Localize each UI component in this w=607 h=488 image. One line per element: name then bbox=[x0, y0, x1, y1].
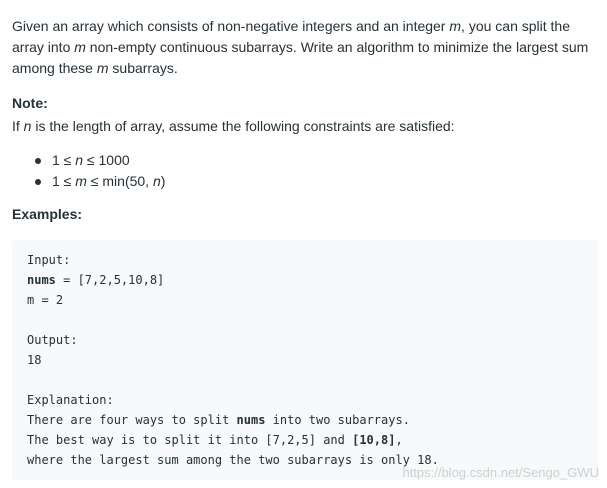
constraint-item: 1 ≤ n ≤ 1000 bbox=[0, 150, 165, 171]
constraints-list bbox=[0, 150, 165, 192]
code-line bbox=[27, 370, 439, 390]
code-line: Output: bbox=[27, 333, 78, 347]
code-line: Input: bbox=[27, 253, 71, 267]
constraint-item: 1 ≤ m ≤ min(50, n) bbox=[0, 171, 165, 192]
code-line: There are four ways to split nums into two subarrays. bbox=[27, 413, 410, 427]
var-m: m bbox=[74, 39, 86, 55]
code-line: m = 2 bbox=[27, 293, 64, 307]
var-m: m bbox=[449, 18, 462, 34]
examples-heading: Examples: bbox=[12, 206, 83, 222]
bullet-icon bbox=[35, 179, 41, 185]
example-code-block bbox=[12, 240, 598, 480]
note-heading: Note: bbox=[12, 95, 48, 111]
code-line: Explanation: bbox=[27, 393, 114, 407]
bullet-icon bbox=[35, 158, 41, 164]
code-line: 18 bbox=[27, 353, 42, 367]
var-n: n bbox=[23, 118, 32, 134]
code-line: nums = [7,2,5,10,8] bbox=[27, 273, 165, 287]
code-line: The best way is to split it into [7,2,5] and [10,8], bbox=[27, 433, 403, 447]
code-line: where the largest sum among the two subarrays is only 18. bbox=[27, 453, 439, 467]
code-lines bbox=[27, 250, 439, 470]
code-line bbox=[27, 310, 439, 330]
note-text: If n is the length of array, assume the following constraints are satisfied: bbox=[12, 118, 455, 134]
var-m: m bbox=[96, 60, 109, 76]
problem-description: Given an array which consists of non-negative integers and an integer m, you can split the array into m non-empty continuous subarrays. Write an algorithm to minimize the largest sum among these m subarrays. bbox=[12, 18, 589, 76]
watermark: https://blog.csdn.net/Sengo_GWU bbox=[402, 465, 599, 480]
